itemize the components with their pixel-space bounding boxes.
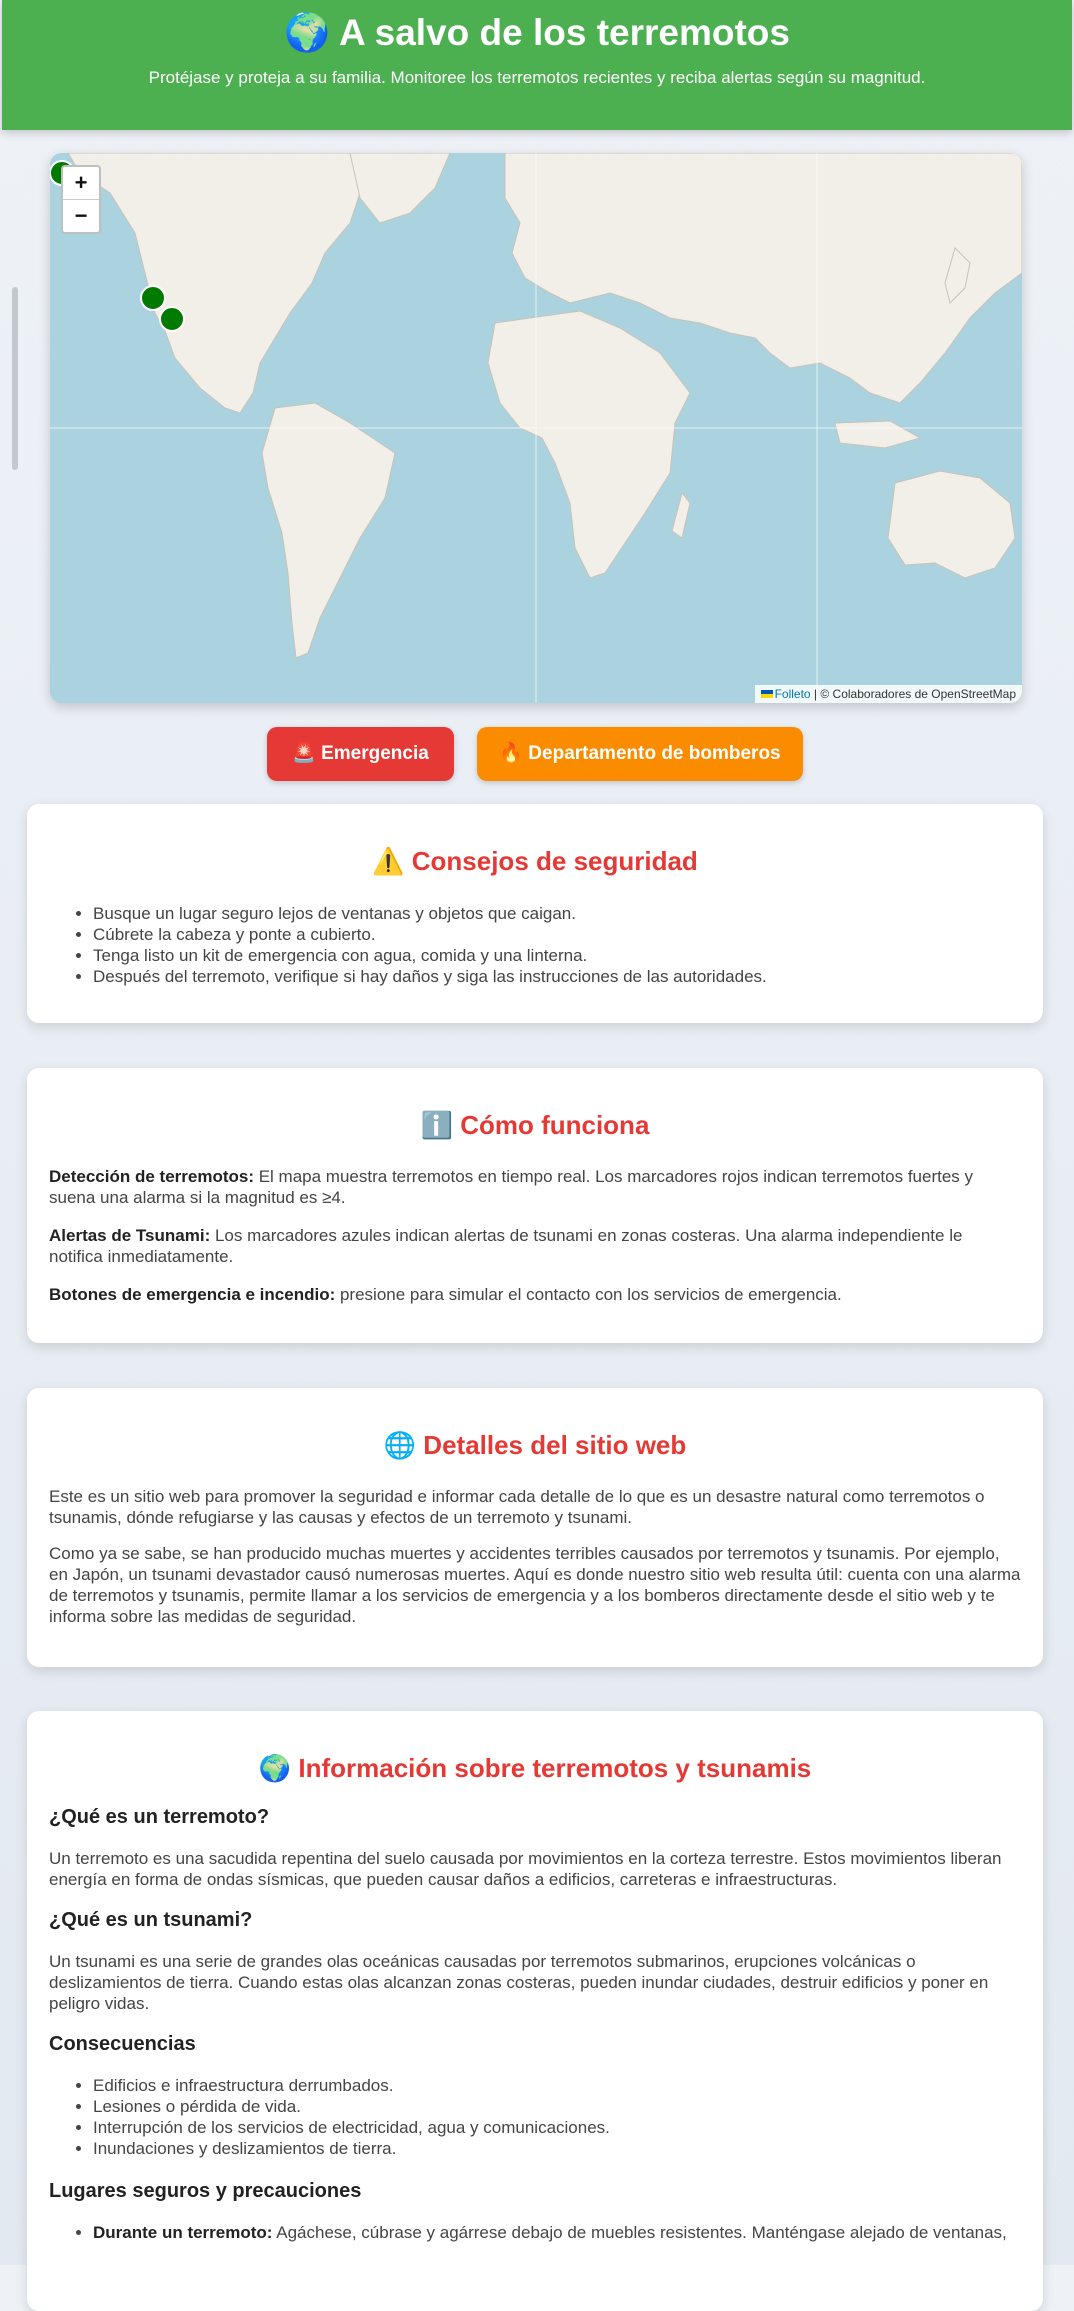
list-item: • Después del terremoto, verifique si hay daños y siga las instrucciones de las autoridades.: [93, 966, 1021, 987]
emergency-button[interactable]: 🚨 Emergencia: [267, 727, 454, 781]
consequences-title: Consecuencias: [49, 2033, 196, 2055]
ukraine-flag-icon: [761, 690, 773, 698]
consequences-list: [49, 2075, 1021, 2159]
page-header: [2, 0, 1072, 130]
earthquake-question: ¿Qué es un terremoto?: [49, 1806, 270, 1828]
website-details-card: [27, 1388, 1043, 1667]
details-paragraph: Como ya se sabe, se han producido muchas muertes y accidentes terribles causados por terremotos y tsunamis. Por ejemplo, en Japón, un tsunami devastador causó numerosas muertes. Aquí es donde nuestro sitio web resulta útil: cuenta con una alarma de terremotos y tsunamis, permite llamar a los servicios de emergencia y a los bomberos directamente desde el sitio web y te informa sobre las medidas de seguridad.: [49, 1544, 1021, 1626]
tsunami-question: ¿Qué es un tsunami?: [49, 1909, 253, 1931]
map-attribution: [755, 685, 1022, 703]
earthquake-detection-label: Detección de terremotos:: [49, 1167, 254, 1186]
tsunami-answer: Un tsunami es una serie de grandes olas oceánicas causadas por terremotos submarinos, erupciones volcánicas o deslizamientos de tierra. Cuando estas olas alcanzan zonas costeras, pueden inundar ciudades, destruir edificios y poner en peligro vidas.: [49, 1952, 989, 2013]
scrollbar-thumb[interactable]: [12, 287, 18, 470]
list-item: • Busque un lugar seguro lejos de ventanas y objetos que caigan.: [93, 903, 1021, 924]
safe-places-list: [49, 2222, 1021, 2243]
earthquake-tsunami-info-card: [27, 1711, 1043, 2311]
safety-tips-title: ⚠️ Consejos de seguridad: [372, 846, 698, 876]
safety-tips-card: [27, 804, 1043, 1023]
list-item: • Durante un terremoto: Agáchese, cúbrase y agárrese debajo de muebles resistentes. Manténgase alejado de ventanas,: [93, 2222, 1021, 2243]
list-item: • Inundaciones y deslizamientos de tierra.: [93, 2138, 1021, 2159]
during-earthquake-label: Durante un terremoto:: [93, 2223, 273, 2242]
list-item: • Tenga listo un kit de emergencia con agua, comida y una linterna.: [93, 945, 1021, 966]
earthquake-answer: Un terremoto es una sacudida repentina del suelo causada por movimientos en la corteza terrestre. Estos movimientos liberan energía en forma de ondas sísmicas, que pueden causar daños a edificios, carreteras e infraestructuras.: [49, 1849, 1002, 1889]
leaflet-link[interactable]: Folleto: [774, 687, 811, 701]
page-subtitle: Protéjase y proteja a su familia. Monitoree los terremotos recientes y reciba alertas según su magnitud.: [148, 68, 926, 87]
zoom-out-button[interactable]: −: [63, 199, 99, 232]
list-item: • Cúbrete la cabeza y ponte a cubierto.: [93, 924, 1021, 945]
earthquake-map[interactable]: [50, 153, 1022, 703]
how-it-works-title: ℹ️ Cómo funciona: [420, 1110, 650, 1140]
tsunami-alerts-text: Alertas de Tsunami: Los marcadores azules indican alertas de tsunami en zonas costeras. Una alarma independiente le notifica inmediatamente.: [49, 1226, 963, 1266]
attribution-text: | © Colaboradores de OpenStreetMap: [810, 687, 1016, 701]
list-item: • Lesiones o pérdida de vida.: [93, 2096, 1021, 2117]
list-item: • Edificios e infraestructura derrumbados.: [93, 2075, 1021, 2096]
zoom-control: [61, 165, 101, 234]
earthquake-marker[interactable]: [160, 307, 184, 331]
fire-department-button[interactable]: 🔥 Departamento de bomberos: [477, 727, 803, 781]
website-details-title: 🌐 Detalles del sitio web: [383, 1430, 687, 1460]
safety-tips-list: [49, 903, 1021, 987]
world-map-tiles: [50, 153, 1022, 703]
how-it-works-card: [27, 1068, 1043, 1343]
info-title: 🌍 Información sobre terremotos y tsunamis: [258, 1753, 812, 1783]
emergency-buttons-text: Botones de emergencia e incendio: presione para simular el contacto con los servicios de emergencia.: [49, 1285, 842, 1304]
details-paragraph: Este es un sitio web para promover la seguridad e informar cada detalle de lo que es un desastre natural como terremotos o tsunamis, dónde refugiarse y las causas y efectos de un terremoto y tsunami.: [49, 1487, 985, 1527]
earthquake-marker[interactable]: [141, 286, 165, 310]
list-item: • Interrupción de los servicios de electricidad, agua y comunicaciones.: [93, 2117, 1021, 2138]
emergency-buttons-label: Botones de emergencia e incendio:: [49, 1285, 336, 1304]
safe-places-title: Lugares seguros y precauciones: [49, 2180, 362, 2202]
zoom-in-button[interactable]: +: [74, 170, 88, 195]
earthquake-detection-text: Detección de terremotos: El mapa muestra terremotos en tiempo real. Los marcadores rojos indican terremotos fuertes y suena una alarma si la magnitud es ≥4.: [49, 1167, 974, 1207]
tsunami-alerts-label: Alertas de Tsunami:: [49, 1226, 211, 1245]
page-title: 🌍 A salvo de los terremotos: [284, 12, 790, 53]
